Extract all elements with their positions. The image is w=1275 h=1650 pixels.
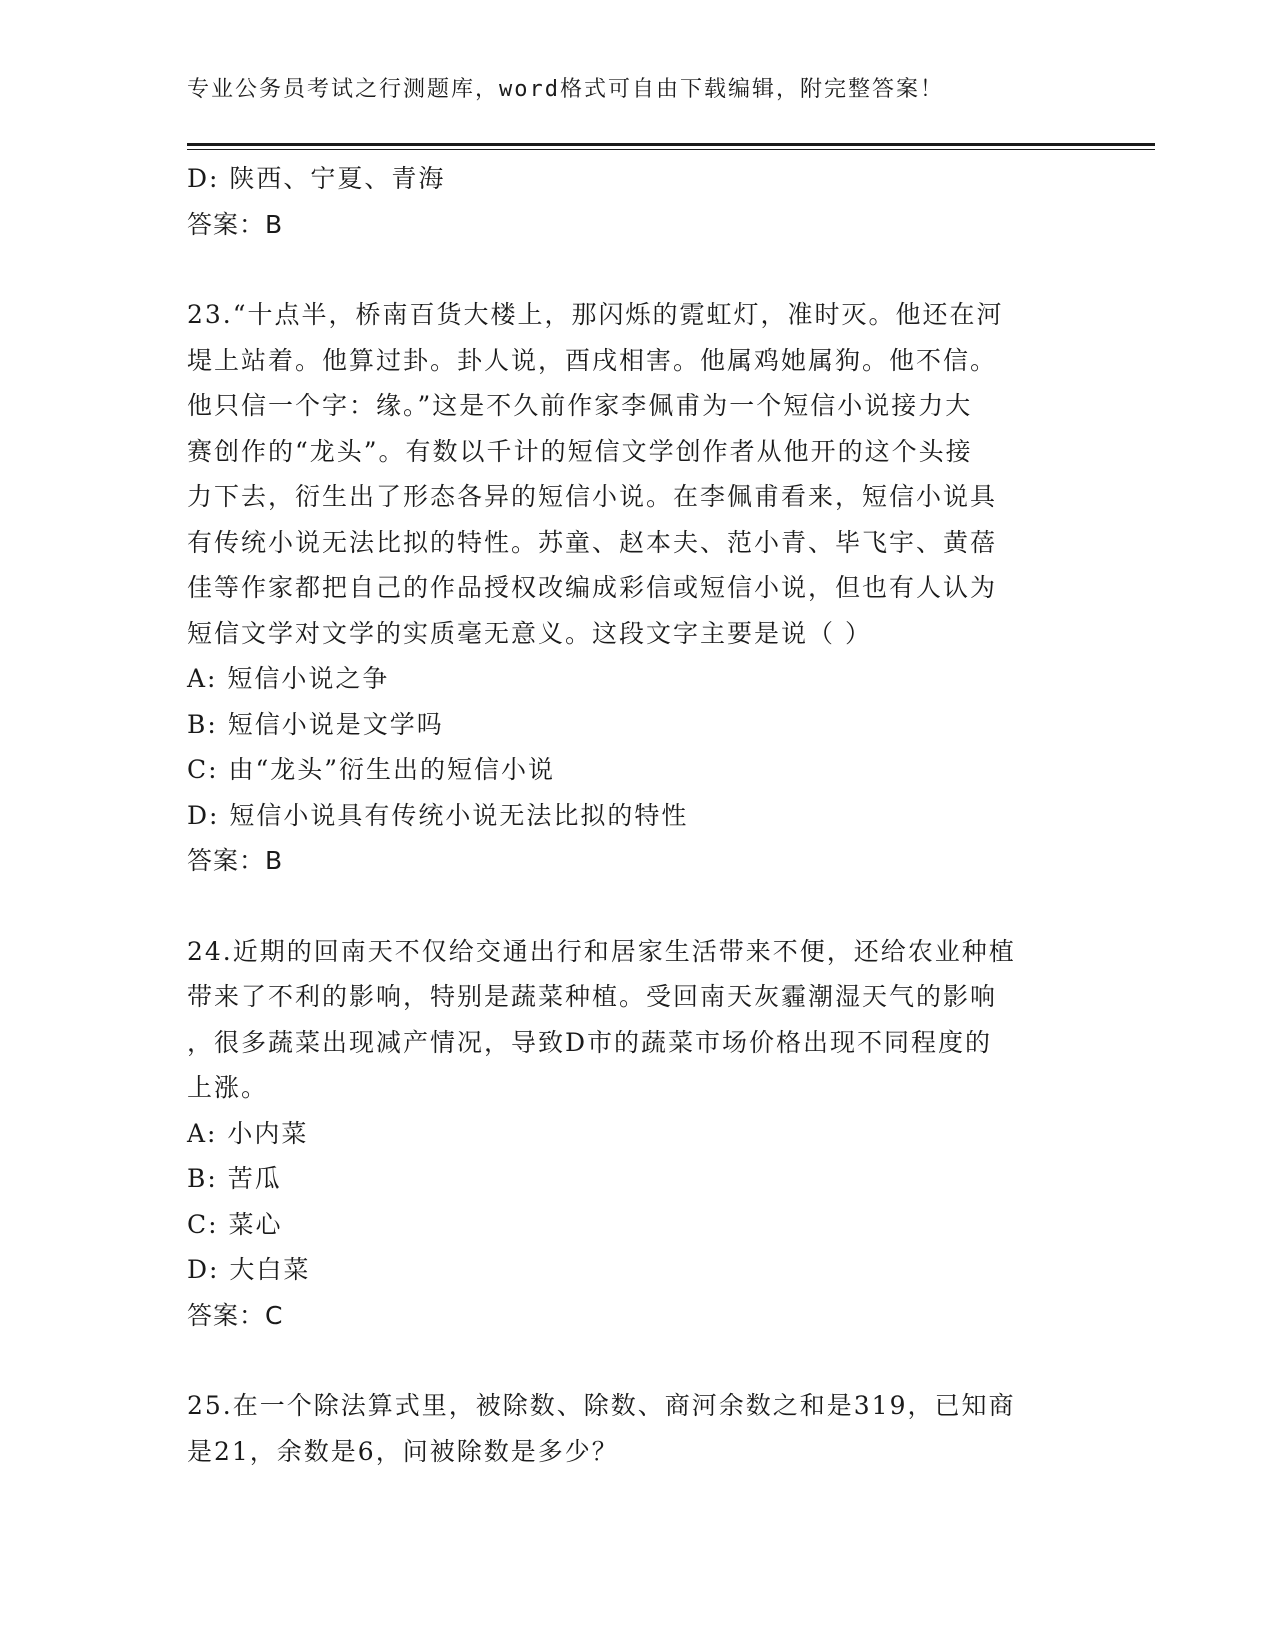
question-23 (187, 292, 1082, 884)
question-line: 有传统小说无法比拟的特性。苏童、赵本夫、范小青、毕飞宇、黄蓓 (187, 527, 998, 557)
option-a: A: 短信小说之争 (187, 664, 390, 693)
option-d: D: 陕西、宁夏、青海 (187, 164, 446, 193)
question-line: 力下去，衍生出了形态各异的短信小说。在李佩甫看来，短信小说具 (187, 482, 998, 511)
spacer (187, 884, 1082, 929)
question-line: 带来了不利的影响，特别是蔬菜种植。受回南天灰霾潮湿天气的影响 (187, 982, 998, 1011)
option-c: C: 由“龙头”衍生出的短信小说 (187, 755, 556, 784)
question-line: 短信文学对文学的实质毫无意义。这段文字主要是说（ ） (187, 618, 872, 648)
option-b: B: 苦瓜 (187, 1164, 282, 1193)
page-header: 专业公务员考试之行测题库，word格式可自由下载编辑，附完整答案！ (187, 77, 944, 102)
spacer (187, 247, 1082, 292)
option-d: D: 短信小说具有传统小说无法比拟的特性 (187, 800, 689, 830)
question-line: 是21，余数是6，问被除数是多少？ (187, 1436, 619, 1466)
content (187, 156, 1082, 1474)
header-rule-thick (187, 143, 1155, 146)
answer: 答案：B (187, 209, 284, 239)
option-c: C: 菜心 (187, 1209, 283, 1239)
option-a: A: 小内菜 (187, 1118, 309, 1148)
option-d: D: 大白菜 (187, 1255, 311, 1284)
question-line: 上涨。 (187, 1073, 269, 1102)
question-line: ，很多蔬菜出现减产情况，导致D市的蔬菜市场价格出现不同程度的 (187, 1027, 993, 1057)
answer: 答案：C (187, 1300, 284, 1330)
answer: 答案：B (187, 846, 284, 875)
question-line: 赛创作的“龙头”。有数以千计的短信文学创作者从他开的这个头接 (187, 436, 973, 466)
question-25 (187, 1383, 1082, 1474)
header-rule-thin (187, 149, 1155, 150)
spacer (187, 1338, 1082, 1383)
question-line: 25.在一个除法算式里，被除数、除数、商河余数之和是319，已知商 (187, 1391, 1016, 1420)
question-line: 他只信一个字：缘。”这是不久前作家李佩甫为一个短信小说接力大 (187, 391, 973, 420)
question-line: 24.近期的回南天不仅给交通出行和居家生活带来不便，还给农业种植 (187, 936, 1016, 966)
question-line: 23.“十点半，桥南百货大楼上，那闪烁的霓虹灯，准时灭。他还在河 (187, 300, 1004, 329)
question-line: 佳等作家都把自己的作品授权改编成彩信或短信小说，但也有人认为 (187, 573, 998, 602)
question-24 (187, 929, 1082, 1339)
prev-question-tail (187, 156, 1082, 247)
option-b: B: 短信小说是文学吗 (187, 709, 444, 739)
question-line: 堤上站着。他算过卦。卦人说，酉戌相害。他属鸡她属狗。他不信。 (187, 345, 998, 375)
